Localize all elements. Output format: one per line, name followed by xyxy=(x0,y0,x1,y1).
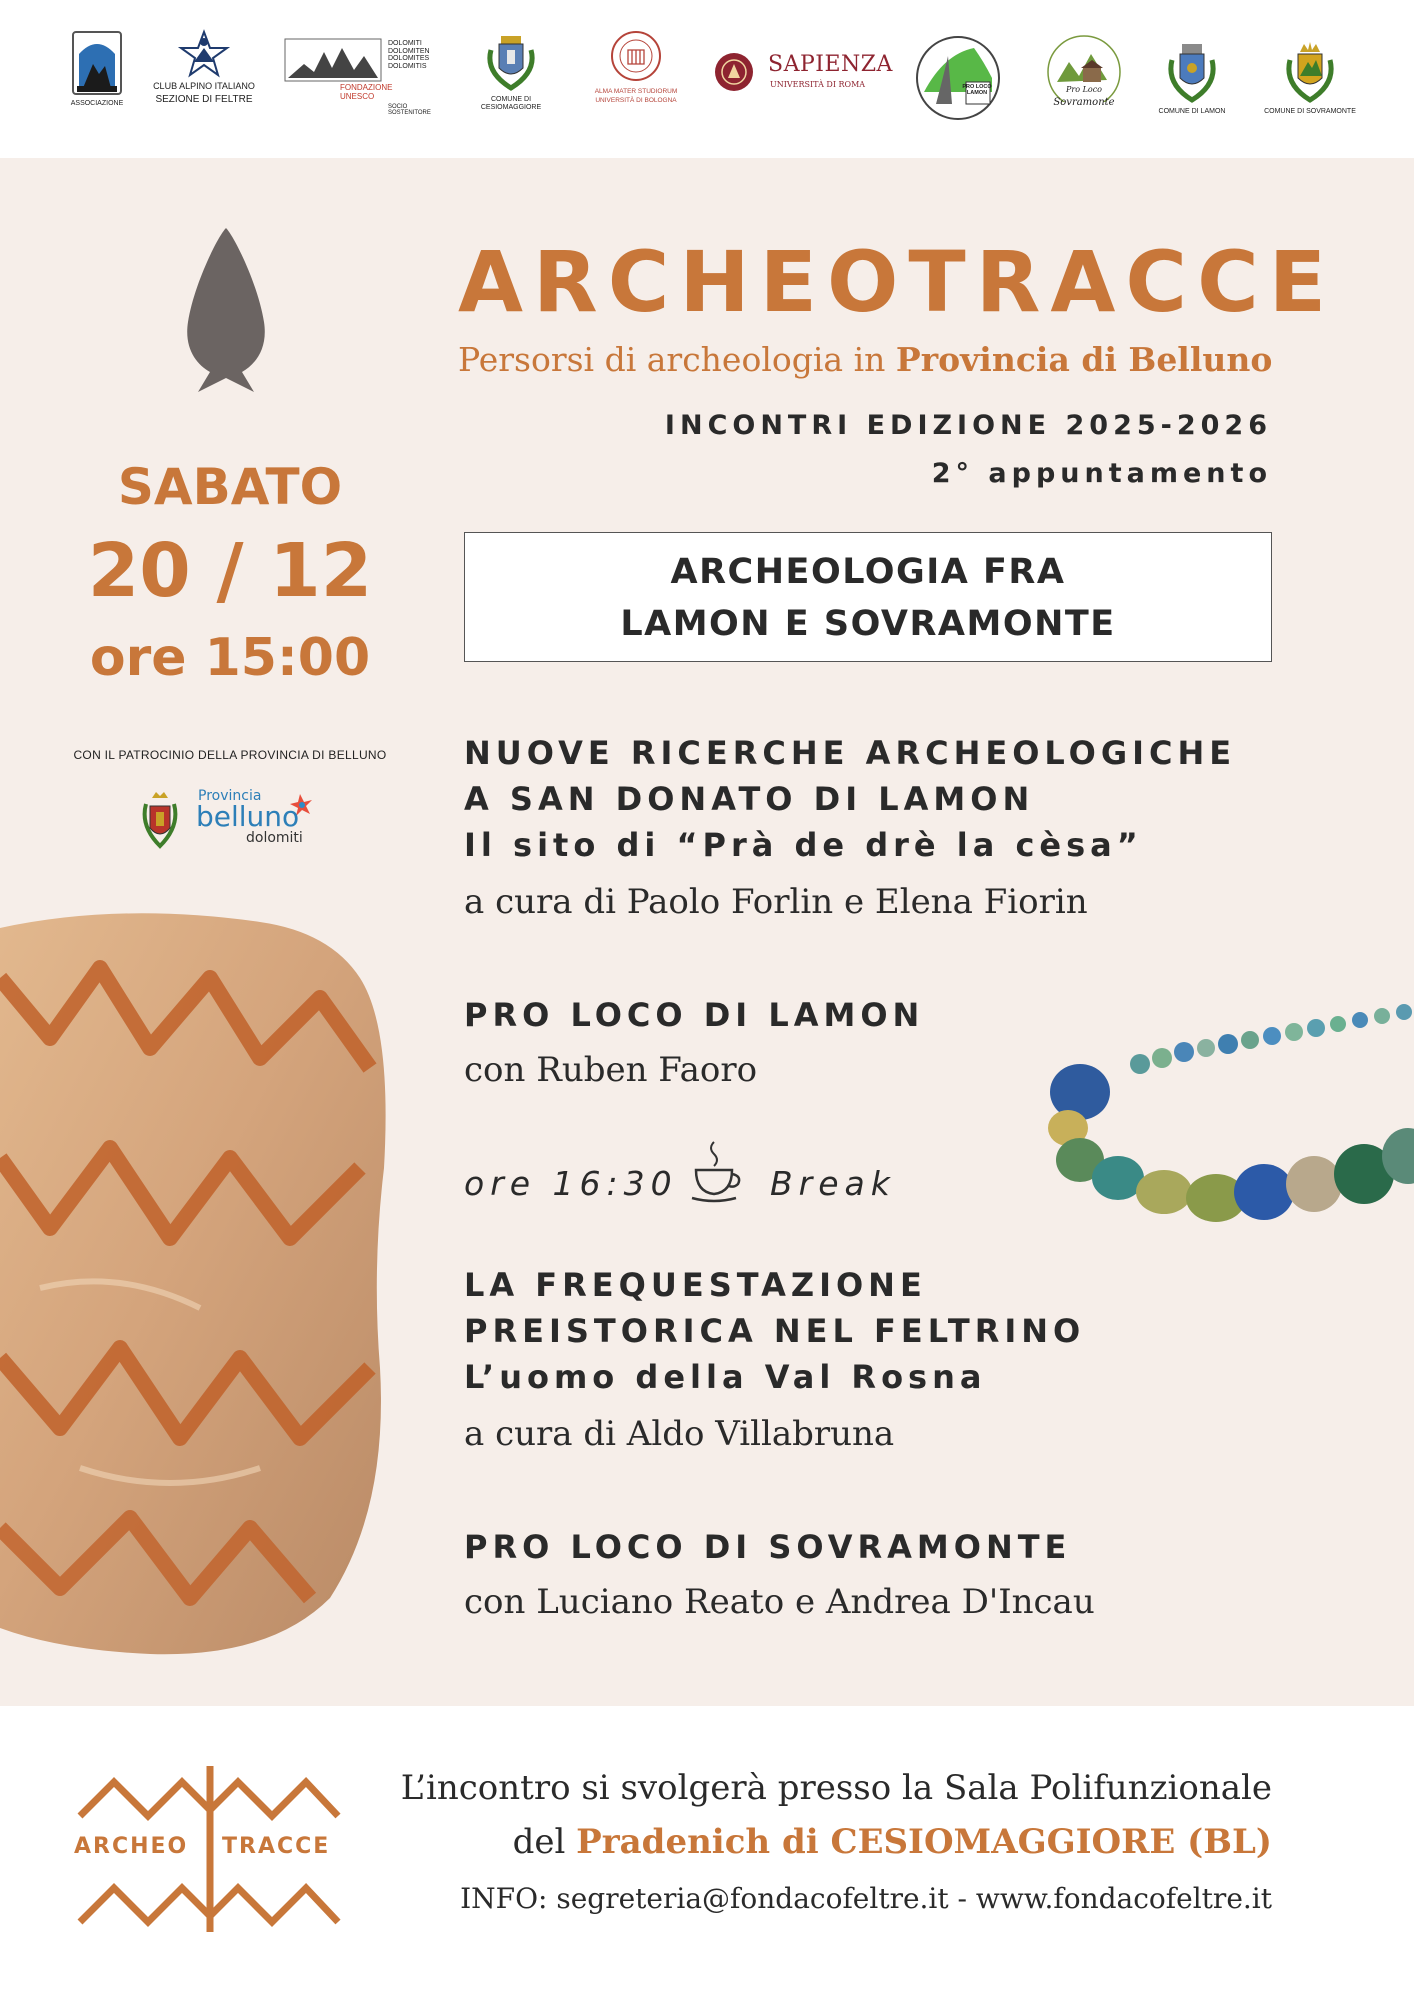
patronage-label: CON IL PATROCINIO DELLA PROVINCIA DI BELLUNO xyxy=(73,748,387,762)
talk2-title: PRO LOCO DI LAMON xyxy=(464,996,925,1034)
archeotracce-footer-logo xyxy=(74,1764,344,1934)
talk1-speakers: a cura di Paolo Forlin e Elena Fiorin xyxy=(464,882,1088,922)
engraved-stone-image xyxy=(0,908,400,1668)
talk4-title: PRO LOCO DI SOVRAMONTE xyxy=(464,1528,1072,1566)
unibo-seal-icon xyxy=(608,28,664,86)
footer-logo-right: TRACCE xyxy=(222,1834,331,1859)
unesco-name: FONDAZIONE UNESCO xyxy=(340,83,393,101)
theme-box xyxy=(464,532,1272,662)
belluno-word: belluno xyxy=(196,800,300,833)
proloco-lamon-caption: PRO LOCO LAMON xyxy=(962,84,992,97)
unesco-words: DOLOMITI DOLOMITEN DOLOMITES DOLOMITIS xyxy=(388,40,430,71)
cai-line2: SEZIONE DI FELTRE xyxy=(155,93,253,105)
bead-necklace-image xyxy=(1040,978,1414,1238)
unesco-sub: SOCIO SOSTENITORE xyxy=(388,103,431,117)
logo-proloco-lamon xyxy=(912,34,1004,122)
arrowhead-icon xyxy=(174,224,278,394)
cai-line1: CLUB ALPINO ITALIANO xyxy=(153,81,255,91)
talk3-speakers: a cura di Aldo Villabruna xyxy=(464,1414,895,1454)
logo-comune-cesiomaggiore xyxy=(464,28,558,111)
sapienza-seal-icon xyxy=(714,50,754,94)
talk3-title-line2: PREISTORICA NEL FELTRINO xyxy=(464,1312,1086,1350)
event-subtitle xyxy=(458,340,1272,379)
venue-prefix: del xyxy=(512,1822,566,1862)
theme-line1: ARCHEOLOGIA FRA xyxy=(670,552,1066,592)
dolomiti-word: dolomiti xyxy=(246,830,303,846)
venue-place: Pradenich di CESIOMAGGIORE (BL) xyxy=(576,1822,1272,1862)
date-day: SABATO xyxy=(117,458,343,516)
logo-comune-lamon xyxy=(1152,38,1232,116)
venue-line1: L’incontro si svolgerà presso la Sala Polifunzionale xyxy=(400,1768,1272,1808)
logo-provincia-belluno xyxy=(140,786,340,856)
venue-line2 xyxy=(513,1822,1272,1862)
edition-label: INCONTRI EDIZIONE 2025-2026 xyxy=(664,410,1272,441)
crest-lamon-icon xyxy=(1164,38,1220,106)
sponsor-logo-strip xyxy=(0,0,1414,158)
talk4-speakers: con Luciano Reato e Andrea D'Incau xyxy=(464,1582,1095,1622)
sapienza-sub: UNIVERSITÀ DI ROMA xyxy=(770,80,866,89)
logo-cai xyxy=(148,28,260,105)
sapienza-name: SAPIENZA xyxy=(768,52,893,77)
break-time: ore 16:30 xyxy=(464,1164,678,1203)
logo-associazione xyxy=(62,28,132,108)
proloco-sovramonte-line1: Pro Loco xyxy=(1066,85,1102,94)
logo-proloco-sovramonte xyxy=(1036,32,1132,108)
footer-logo-left: ARCHEO xyxy=(74,1834,189,1859)
logo-fondazione-unesco xyxy=(284,38,431,117)
talk2-speakers: con Ruben Faoro xyxy=(464,1050,758,1090)
unibo-line1: ALMA MATER STUDIORUM xyxy=(594,88,678,95)
date-date: 20 / 12 xyxy=(87,528,373,614)
talk1-title-line3: Il sito di “Prà de drè la cèsa” xyxy=(464,826,1143,864)
sovramonte-caption: COMUNE DI SOVRAMONTE xyxy=(1264,108,1356,115)
unibo-line2: UNIVERSITÀ DI BOLOGNA xyxy=(595,97,677,105)
theme-line2: LAMON E SOVRAMONTE xyxy=(620,604,1116,644)
subtitle-prefix: Persorsi di archeologia in xyxy=(458,340,886,379)
subtitle-bold: Provincia di Belluno xyxy=(895,340,1273,379)
talk3-title-line3: L’uomo della Val Rosna xyxy=(464,1358,987,1396)
assoc-caption: ASSOCIAZIONE xyxy=(70,100,124,107)
coffee-cup-icon xyxy=(688,1138,744,1204)
logo-unibo xyxy=(584,28,688,104)
info-contact[interactable]: INFO: segreteria@fondacofeltre.it - www.fondacofeltre.it xyxy=(460,1882,1272,1915)
talk1-title-line2: A SAN DONATO DI LAMON xyxy=(464,780,1035,818)
break-label: Break xyxy=(770,1164,896,1203)
logo-comune-sovramonte xyxy=(1262,38,1358,116)
appointment-label: 2° appuntamento xyxy=(931,458,1272,489)
arch-logo-icon xyxy=(69,28,125,98)
event-title: ARCHEOTRACCE xyxy=(458,233,1337,331)
proloco-lamon-icon xyxy=(914,34,1002,122)
large-beads xyxy=(1048,1064,1414,1222)
footer xyxy=(0,1706,1414,2000)
provincia-word: Provincia xyxy=(198,788,262,804)
crest-cesiomaggiore-icon xyxy=(483,28,539,94)
cai-star-icon xyxy=(177,28,231,80)
event-panel xyxy=(0,158,1414,1706)
lamon-caption: COMUNE DI LAMON xyxy=(1158,108,1226,115)
talk1-title-line1: NUOVE RICERCHE ARCHEOLOGICHE xyxy=(464,734,1237,772)
date-time: ore 15:00 xyxy=(89,628,371,688)
talk3-title-line1: LA FREQUESTAZIONE xyxy=(464,1266,927,1304)
small-beads xyxy=(1130,1004,1412,1074)
cesiomaggiore-caption: COMUNE DI CESIOMAGGIORE xyxy=(480,96,542,111)
proloco-sovramonte-line2: Sovramonte xyxy=(1053,96,1115,108)
crest-sovramonte-icon xyxy=(1282,38,1338,106)
